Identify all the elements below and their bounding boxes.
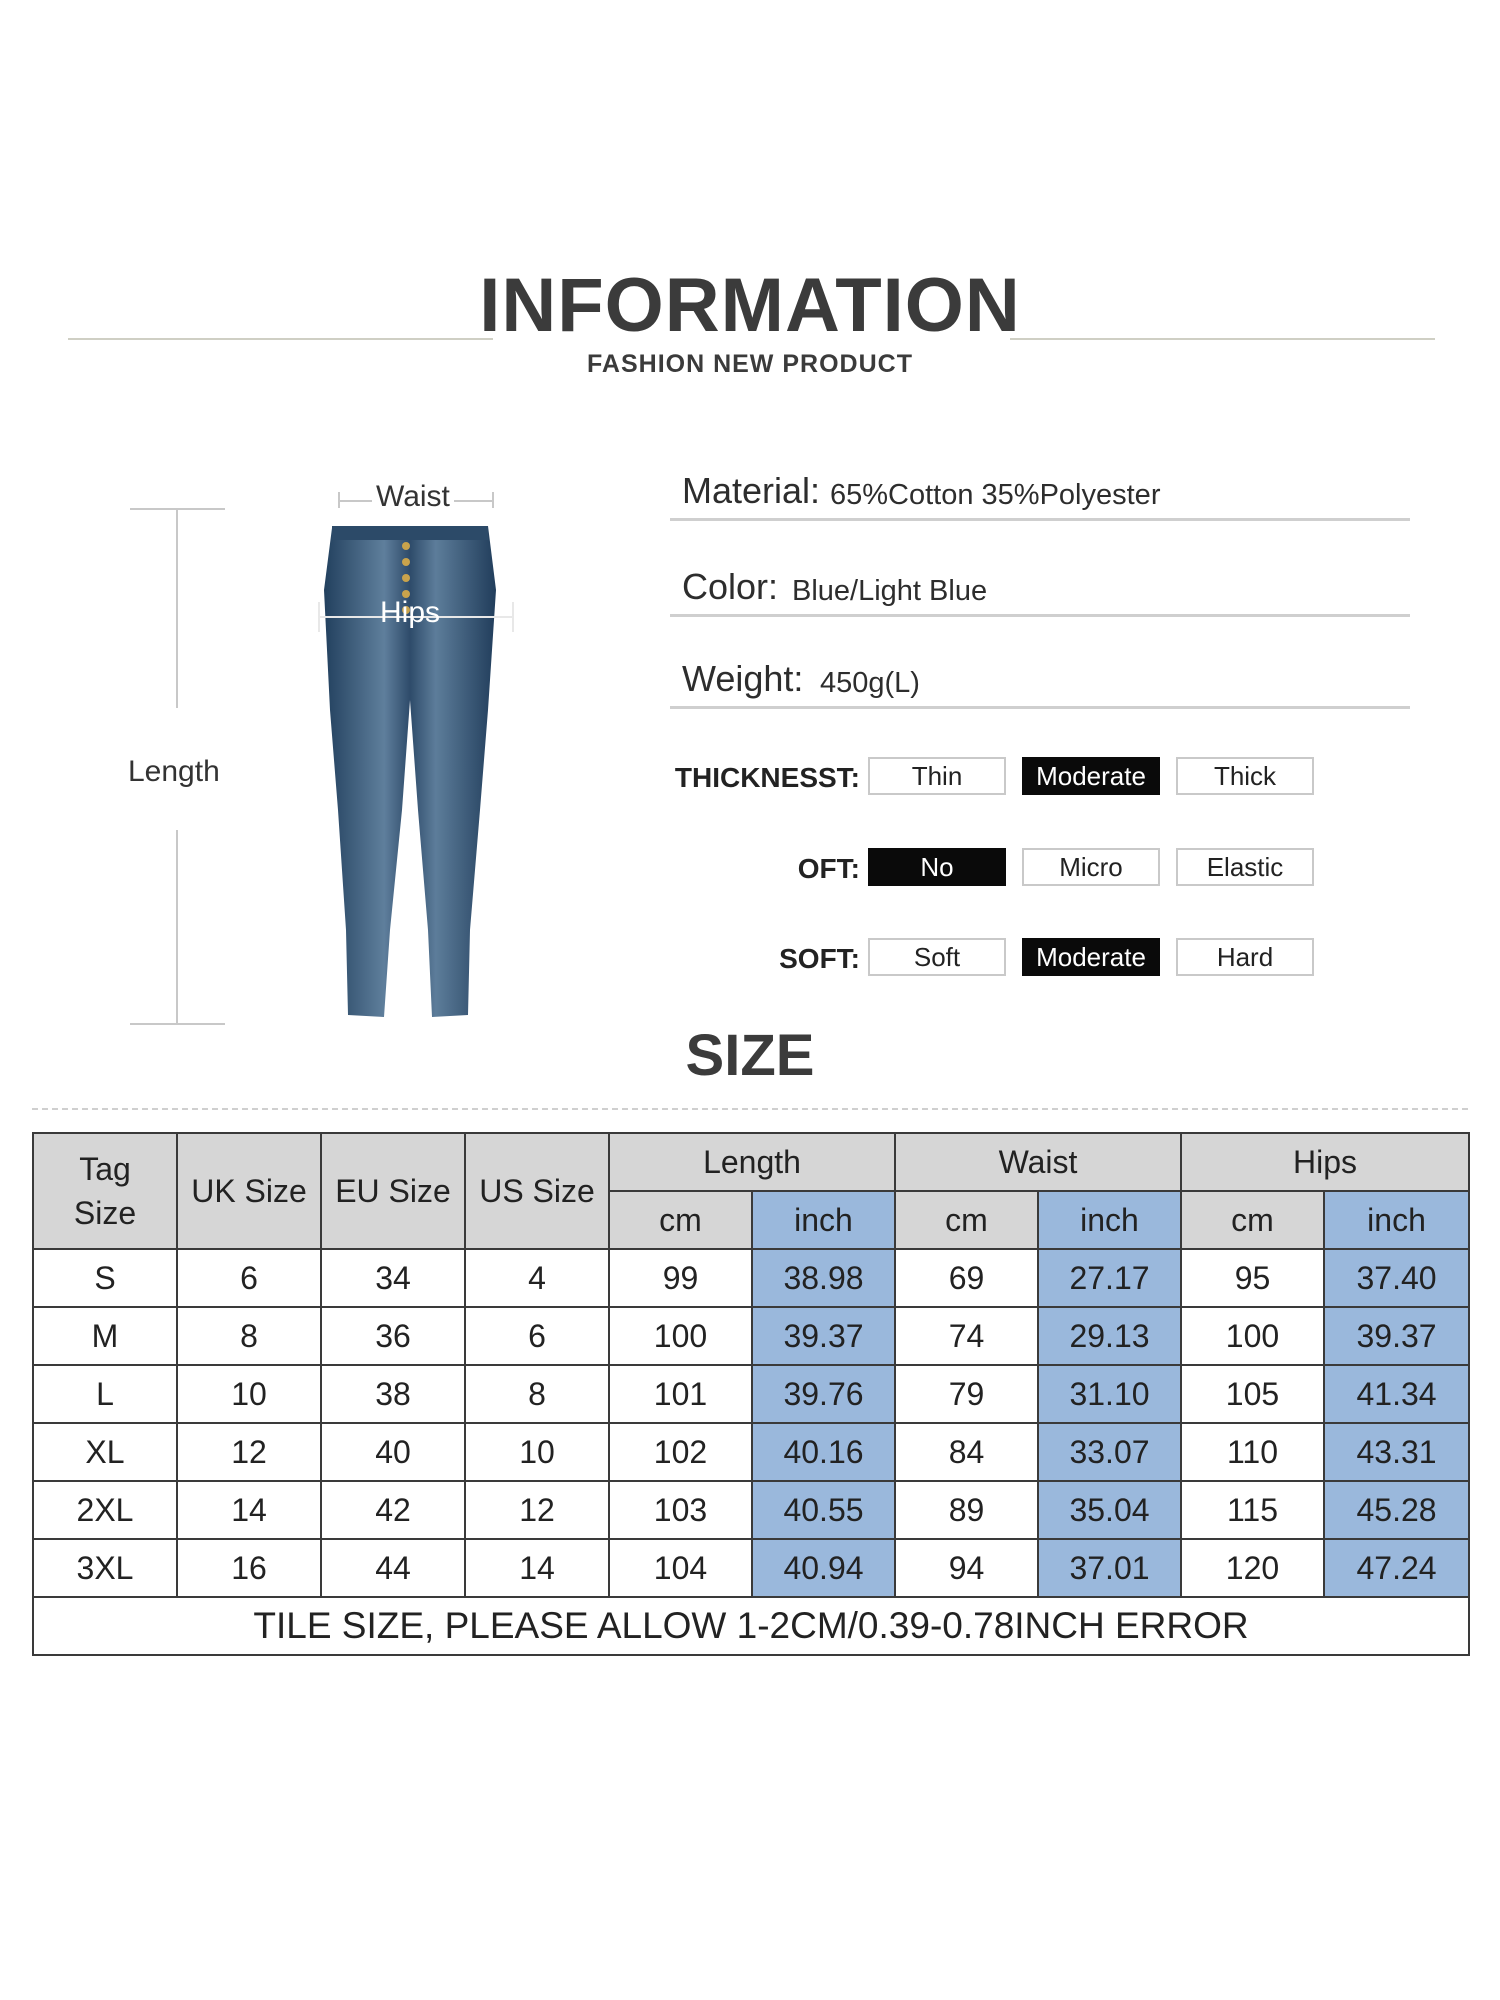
thickness-option-thin: Thin xyxy=(868,757,1006,795)
cell-waist-inch: 29.13 xyxy=(1038,1307,1181,1365)
material-value: 65%Cotton 35%Polyester xyxy=(830,479,1161,511)
header-length: Length xyxy=(609,1133,895,1191)
cell-length-cm: 101 xyxy=(609,1365,752,1423)
oft-option-no: No xyxy=(868,848,1006,886)
cell-waist-inch: 27.17 xyxy=(1038,1249,1181,1307)
cell-hips-inch: 47.24 xyxy=(1324,1539,1469,1597)
header-tag-size: Tag Size xyxy=(33,1133,177,1249)
cell-us-size: 10 xyxy=(465,1423,609,1481)
material-row xyxy=(670,472,1410,521)
color-row xyxy=(670,568,1410,617)
soft-option-moderate: Moderate xyxy=(1022,938,1160,976)
cell-length-cm: 104 xyxy=(609,1539,752,1597)
cell-waist-cm: 94 xyxy=(895,1539,1038,1597)
cell-eu-size: 36 xyxy=(321,1307,465,1365)
cell-length-inch: 39.76 xyxy=(752,1365,895,1423)
table-row xyxy=(33,1365,1469,1423)
cell-waist-inch: 35.04 xyxy=(1038,1481,1181,1539)
cell-waist-inch: 31.10 xyxy=(1038,1365,1181,1423)
waist-label: Waist xyxy=(372,480,454,514)
thickness-option-thick: Thick xyxy=(1176,757,1314,795)
cell-us-size: 12 xyxy=(465,1481,609,1539)
oft-label: OFT: xyxy=(797,853,860,884)
cell-hips-inch: 43.31 xyxy=(1324,1423,1469,1481)
cell-length-cm: 102 xyxy=(609,1423,752,1481)
cell-hips-cm: 95 xyxy=(1181,1249,1324,1307)
cell-us-size: 4 xyxy=(465,1249,609,1307)
soft-option-hard: Hard xyxy=(1176,938,1314,976)
cell-us-size: 14 xyxy=(465,1539,609,1597)
cell-length-cm: 99 xyxy=(609,1249,752,1307)
cell-tag-size: 3XL xyxy=(33,1539,177,1597)
hips-tick-left xyxy=(318,602,320,632)
length-line-upper xyxy=(176,508,178,708)
cell-eu-size: 44 xyxy=(321,1539,465,1597)
cell-uk-size: 16 xyxy=(177,1539,321,1597)
oft-option-micro: Micro xyxy=(1022,848,1160,886)
subheader-waist-cm: cm xyxy=(895,1191,1038,1249)
header-eu-size: EU Size xyxy=(321,1133,465,1249)
cell-waist-cm: 69 xyxy=(895,1249,1038,1307)
size-divider xyxy=(32,1108,1468,1110)
cell-tag-size: XL xyxy=(33,1423,177,1481)
page-subtitle: FASHION NEW PRODUCT xyxy=(587,350,913,378)
cell-length-inch: 40.55 xyxy=(752,1481,895,1539)
cell-hips-cm: 120 xyxy=(1181,1539,1324,1597)
subheader-waist-inch: inch xyxy=(1038,1191,1181,1249)
cell-eu-size: 40 xyxy=(321,1423,465,1481)
weight-key: Weight: xyxy=(682,658,804,699)
table-header-row xyxy=(33,1133,1469,1191)
soft-label: SOFT: xyxy=(779,943,860,974)
cell-waist-cm: 74 xyxy=(895,1307,1038,1365)
header-waist: Waist xyxy=(895,1133,1181,1191)
cell-uk-size: 14 xyxy=(177,1481,321,1539)
oft-option-elastic: Elastic xyxy=(1176,848,1314,886)
hips-label: Hips xyxy=(380,596,441,629)
cell-tag-size: M xyxy=(33,1307,177,1365)
cell-length-inch: 39.37 xyxy=(752,1307,895,1365)
size-title: SIZE xyxy=(685,1023,815,1088)
page-title: INFORMATION xyxy=(479,263,1021,348)
cell-uk-size: 6 xyxy=(177,1249,321,1307)
cell-tag-size: L xyxy=(33,1365,177,1423)
weight-row xyxy=(670,660,1410,709)
soft-option-soft: Soft xyxy=(868,938,1006,976)
cell-waist-inch: 37.01 xyxy=(1038,1539,1181,1597)
jeans-image xyxy=(310,510,530,1030)
subheader-length-cm: cm xyxy=(609,1191,752,1249)
cell-uk-size: 8 xyxy=(177,1307,321,1365)
size-note: TILE SIZE, PLEASE ALLOW 1-2CM/0.39-0.78INCH ERROR xyxy=(33,1597,1469,1655)
cell-hips-inch: 45.28 xyxy=(1324,1481,1469,1539)
length-line-lower xyxy=(176,830,178,1025)
header-us-size: US Size xyxy=(465,1133,609,1249)
table-row xyxy=(33,1423,1469,1481)
weight-value: 450g(L) xyxy=(820,667,920,699)
subheader-length-inch: inch xyxy=(752,1191,895,1249)
size-table xyxy=(32,1132,1470,1656)
thickness-label: THICKNESST: xyxy=(674,762,860,793)
table-row xyxy=(33,1539,1469,1597)
cell-uk-size: 10 xyxy=(177,1365,321,1423)
cell-tag-size: 2XL xyxy=(33,1481,177,1539)
waist-tick-right xyxy=(492,492,494,508)
cell-hips-cm: 105 xyxy=(1181,1365,1324,1423)
cell-waist-cm: 89 xyxy=(895,1481,1038,1539)
waist-tick-left xyxy=(338,492,340,508)
cell-waist-inch: 33.07 xyxy=(1038,1423,1181,1481)
cell-waist-cm: 84 xyxy=(895,1423,1038,1481)
cell-length-inch: 40.16 xyxy=(752,1423,895,1481)
subheader-hips-inch: inch xyxy=(1324,1191,1469,1249)
jeans-diagram xyxy=(110,480,530,1040)
cell-hips-cm: 115 xyxy=(1181,1481,1324,1539)
cell-eu-size: 38 xyxy=(321,1365,465,1423)
cell-uk-size: 12 xyxy=(177,1423,321,1481)
header-uk-size: UK Size xyxy=(177,1133,321,1249)
cell-length-cm: 103 xyxy=(609,1481,752,1539)
length-label: Length xyxy=(124,755,224,789)
header-hips: Hips xyxy=(1181,1133,1469,1191)
cell-eu-size: 34 xyxy=(321,1249,465,1307)
cell-length-inch: 38.98 xyxy=(752,1249,895,1307)
cell-hips-cm: 100 xyxy=(1181,1307,1324,1365)
table-row xyxy=(33,1249,1469,1307)
cell-length-cm: 100 xyxy=(609,1307,752,1365)
table-note-row xyxy=(33,1597,1469,1655)
color-key: Color: xyxy=(682,566,779,607)
table-row xyxy=(33,1481,1469,1539)
cell-hips-inch: 39.37 xyxy=(1324,1307,1469,1365)
color-value: Blue/Light Blue xyxy=(792,575,988,607)
cell-hips-cm: 110 xyxy=(1181,1423,1324,1481)
cell-waist-cm: 79 xyxy=(895,1365,1038,1423)
cell-tag-size: S xyxy=(33,1249,177,1307)
table-row xyxy=(33,1307,1469,1365)
cell-us-size: 6 xyxy=(465,1307,609,1365)
cell-hips-inch: 37.40 xyxy=(1324,1249,1469,1307)
cell-us-size: 8 xyxy=(465,1365,609,1423)
cell-hips-inch: 41.34 xyxy=(1324,1365,1469,1423)
hips-tick-right xyxy=(512,602,514,632)
thickness-option-moderate: Moderate xyxy=(1022,757,1160,795)
material-key: Material: xyxy=(682,470,821,511)
cell-eu-size: 42 xyxy=(321,1481,465,1539)
cell-length-inch: 40.94 xyxy=(752,1539,895,1597)
subheader-hips-cm: cm xyxy=(1181,1191,1324,1249)
